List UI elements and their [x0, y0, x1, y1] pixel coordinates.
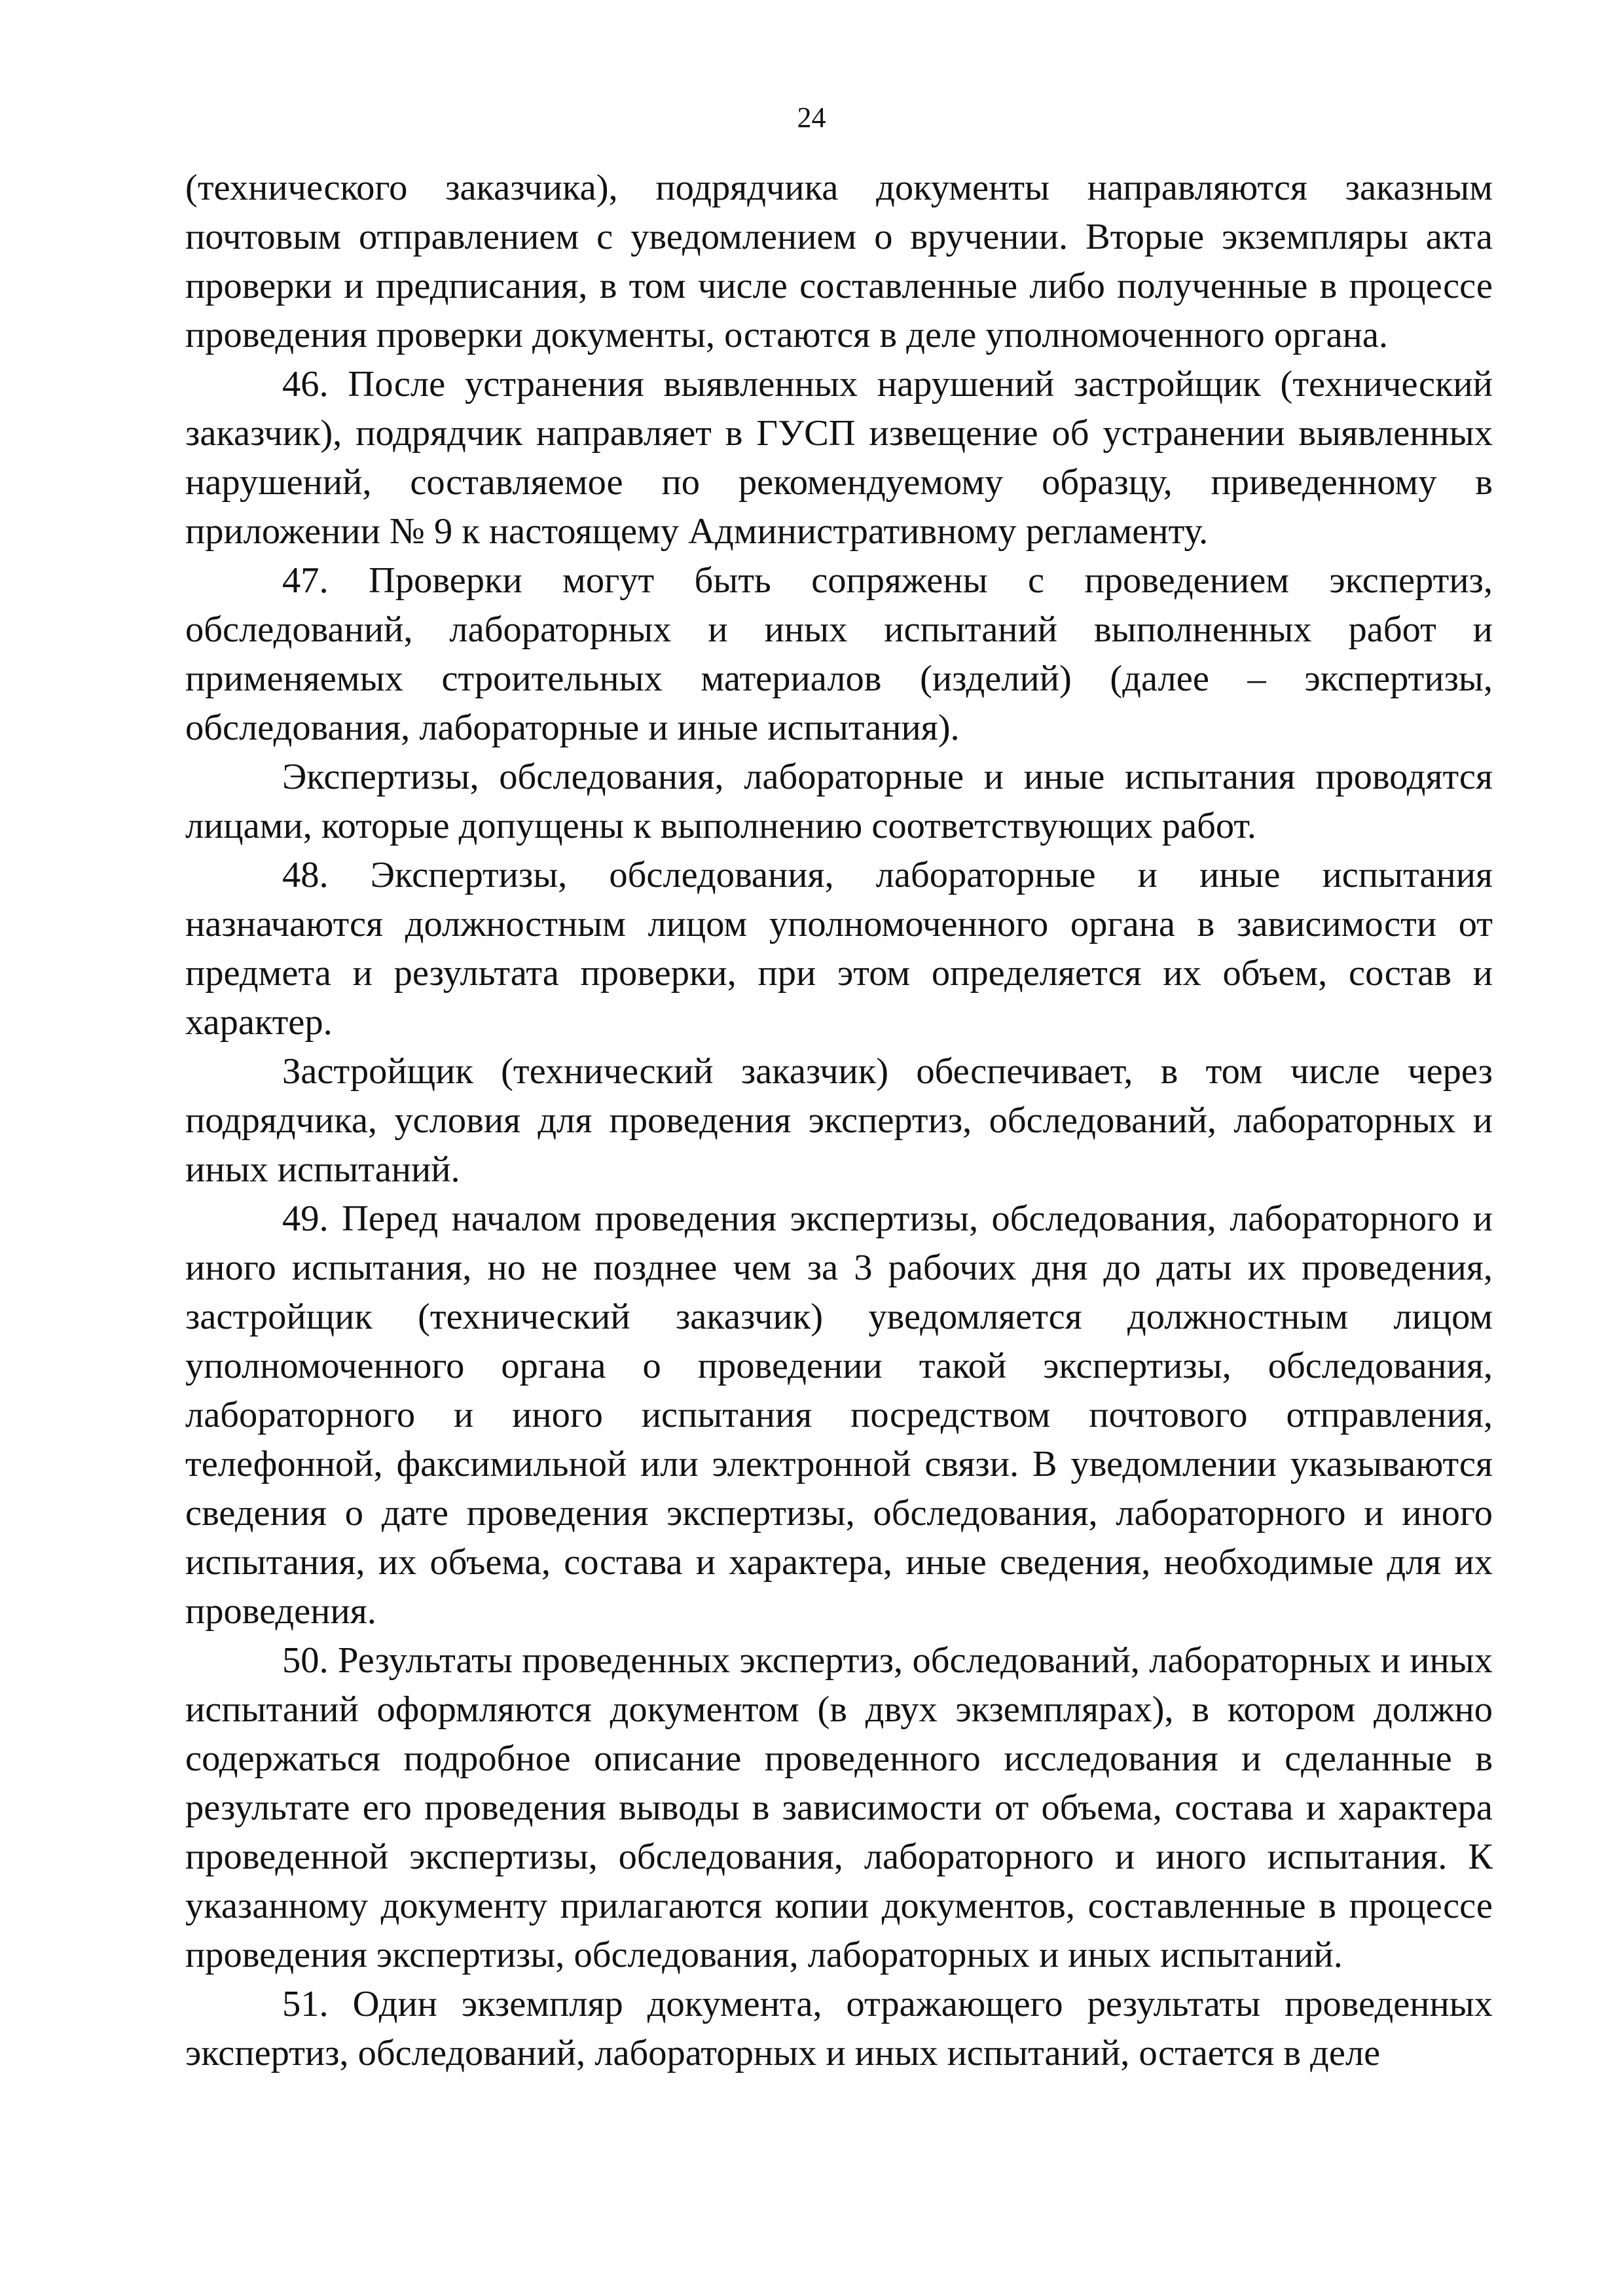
paragraph-50: 50. Результаты проведенных экспертиз, обследований, лабораторных и иных испытаний оформляются документом (в двух экземплярах), в котором должно содержаться подробное описание проведенного исследования и сделанные в результате его проведения выводы в зависимости от объема, состава и характера проведенной экспертизы, обследования, лабораторного и иного испытания. К указанному документу прилагаются копии документов, составленные в процессе проведения экспертизы, обследования, лабораторных и иных испытаний.: [185, 1640, 1493, 1975]
paragraph-48: 48. Экспертизы, обследования, лабораторные и иные испытания назначаются должностным лицом уполномоченного органа в зависимости от предмета и результата проверки, при этом определяется их объем, состав и характер.: [185, 855, 1493, 1043]
paragraph-51: 51. Один экземпляр документа, отражающего результаты проведенных экспертиз, обследований, лабораторных и иных испытаний, остается в деле: [185, 1984, 1493, 2073]
page-number: 24: [797, 101, 826, 134]
paragraph-46: 46. После устранения выявленных нарушений застройщик (технический заказчик), подрядчик направляет в ГУСП извещение об устранении выявленных нарушений, составляемое по рекомендуемому образцу, приведенному в приложении № 9 к настоящему Административному регламенту.: [185, 364, 1493, 552]
paragraph-47: 47. Проверки могут быть сопряжены с проведением экспертиз, обследований, лабораторных и иных испытаний выполненных работ и применяемых строительных материалов (изделий) (далее – экспертизы, обследования, лабораторные и иные испытания).: [185, 560, 1493, 748]
paragraph-continuation: (технического заказчика), подрядчика документы направляются заказным почтовым отправлением с уведомлением о вручении. Вторые экземпляры акта проверки и предписания, в том числе составленные либо полученные в процессе проведения проверки документы, остаются в деле уполномоченного органа.: [185, 168, 1493, 355]
paragraph-47-detail: Экспертизы, обследования, лабораторные и иные испытания проводятся лицами, которые допущены к выполнению соответствующих работ.: [185, 757, 1493, 846]
paragraph-48-detail: Застройщик (технический заказчик) обеспечивает, в том числе через подрядчика, условия для проведения экспертиз, обследований, лабораторных и иных испытаний.: [185, 1051, 1493, 1190]
paragraph-49: 49. Перед началом проведения экспертизы, обследования, лабораторного и иного испытания, но не позднее чем за 3 рабочих дня до даты их проведения, застройщик (технический заказчик) уведомляется должностным лицом уполномоченного органа о проведении такой экспертизы, обследования, лабораторного и иного испытания посредством почтового отправления, телефонной, факсимильной или электронной связи. В уведомлении указываются сведения о дате проведения экспертизы, обследования, лабораторного и иного испытания, их объема, состава и характера, иные сведения, необходимые для их проведения.: [185, 1198, 1493, 1632]
document-body: [185, 164, 1493, 2078]
